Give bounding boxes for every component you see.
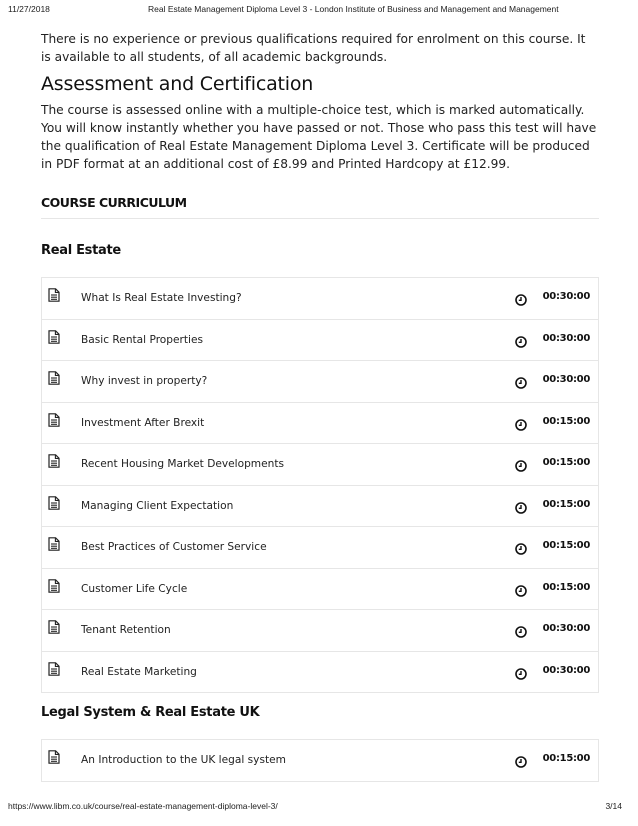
page-url: https://www.libm.co.uk/course/real-estate-management-diploma-level-3/ (8, 801, 278, 811)
lesson-duration: 00:30:00 (542, 332, 590, 344)
lesson-title[interactable]: Tenant Retention (81, 624, 171, 636)
lesson-table (41, 739, 599, 782)
lesson-table (41, 277, 599, 693)
document-icon (48, 619, 60, 633)
document-icon (48, 370, 60, 384)
page-content (41, 30, 599, 782)
assessment-paragraph: The course is assessed online with a multiple-choice test, which is marked automatically. You will know instantly whether you have passed or not. Those who pass this test will have the qualification of Real Estate Management Diploma Level 3. Certificate will be produced in PDF format at an additional cost of £8.99 and Printed Hardcopy at £12.99. (41, 103, 597, 171)
lesson-duration: 00:15:00 (542, 753, 590, 764)
lesson-row[interactable] (42, 527, 598, 569)
clock-icon (515, 291, 527, 303)
print-footer (0, 801, 638, 815)
lesson-title[interactable]: Customer Life Cycle (81, 582, 188, 595)
assessment-heading: Assessment and Certification (41, 73, 314, 95)
module-title: Real Estate (41, 243, 121, 258)
clock-icon (515, 623, 527, 635)
print-document-title: Real Estate Management Diploma Level 3 - London Institute of Business and Management and Management (148, 4, 559, 14)
lesson-duration: 00:30:00 (542, 291, 590, 302)
lesson-title[interactable]: What Is Real Estate Investing? (81, 292, 242, 304)
document-icon (48, 287, 60, 301)
lesson-duration: 00:30:00 (542, 623, 590, 634)
clock-icon (515, 582, 527, 594)
print-date: 11/27/2018 (8, 4, 50, 14)
page-number: 3/14 (605, 801, 622, 811)
lesson-row[interactable] (42, 278, 598, 320)
document-icon (48, 661, 60, 675)
document-icon (48, 749, 60, 763)
document-icon (48, 495, 60, 509)
lesson-row[interactable] (42, 444, 598, 486)
lesson-title[interactable]: Best Practices of Customer Service (81, 541, 267, 553)
lesson-duration: 00:15:00 (542, 415, 590, 427)
intro-paragraph: There is no experience or previous qualifications required for enrolment on this course. It is available to all students, of all academic backgrounds. (41, 32, 586, 64)
lesson-row[interactable] (42, 652, 598, 694)
lesson-row[interactable] (42, 740, 598, 782)
lesson-duration: 00:15:00 (542, 498, 590, 510)
lesson-duration: 00:15:00 (542, 581, 590, 593)
clock-icon (515, 333, 527, 345)
lesson-title[interactable]: Investment After Brexit (81, 416, 205, 429)
lesson-title[interactable]: An Introduction to the UK legal system (81, 754, 286, 766)
document-icon (48, 536, 60, 550)
clock-icon (515, 499, 527, 511)
clock-icon (515, 416, 527, 428)
document-icon (48, 453, 60, 467)
lesson-duration: 00:30:00 (542, 374, 590, 385)
clock-icon (515, 665, 527, 677)
lesson-row[interactable] (42, 361, 598, 403)
lesson-row[interactable] (42, 320, 598, 362)
lesson-title[interactable]: Basic Rental Properties (81, 333, 204, 346)
curriculum-heading: COURSE CURRICULUM (41, 195, 599, 219)
lesson-duration: 00:15:00 (542, 457, 590, 468)
clock-icon (515, 374, 527, 386)
lesson-title[interactable]: Managing Client Expectation (81, 499, 234, 512)
clock-icon (515, 540, 527, 552)
print-header (0, 4, 638, 18)
clock-icon (515, 457, 527, 469)
lesson-duration: 00:30:00 (542, 664, 590, 676)
lesson-duration: 00:15:00 (542, 540, 590, 551)
lesson-title[interactable]: Real Estate Marketing (81, 665, 197, 678)
lesson-row[interactable] (42, 610, 598, 652)
module-title: Legal System & Real Estate UK (41, 705, 260, 720)
lesson-title[interactable]: Recent Housing Market Developments (81, 458, 285, 470)
document-icon (48, 412, 60, 426)
lesson-title[interactable]: Why invest in property? (81, 375, 208, 387)
lesson-row[interactable] (42, 486, 598, 528)
document-icon (48, 578, 60, 592)
lesson-row[interactable] (42, 569, 598, 611)
document-icon (48, 329, 60, 343)
lesson-row[interactable] (42, 403, 598, 445)
clock-icon (515, 753, 527, 765)
